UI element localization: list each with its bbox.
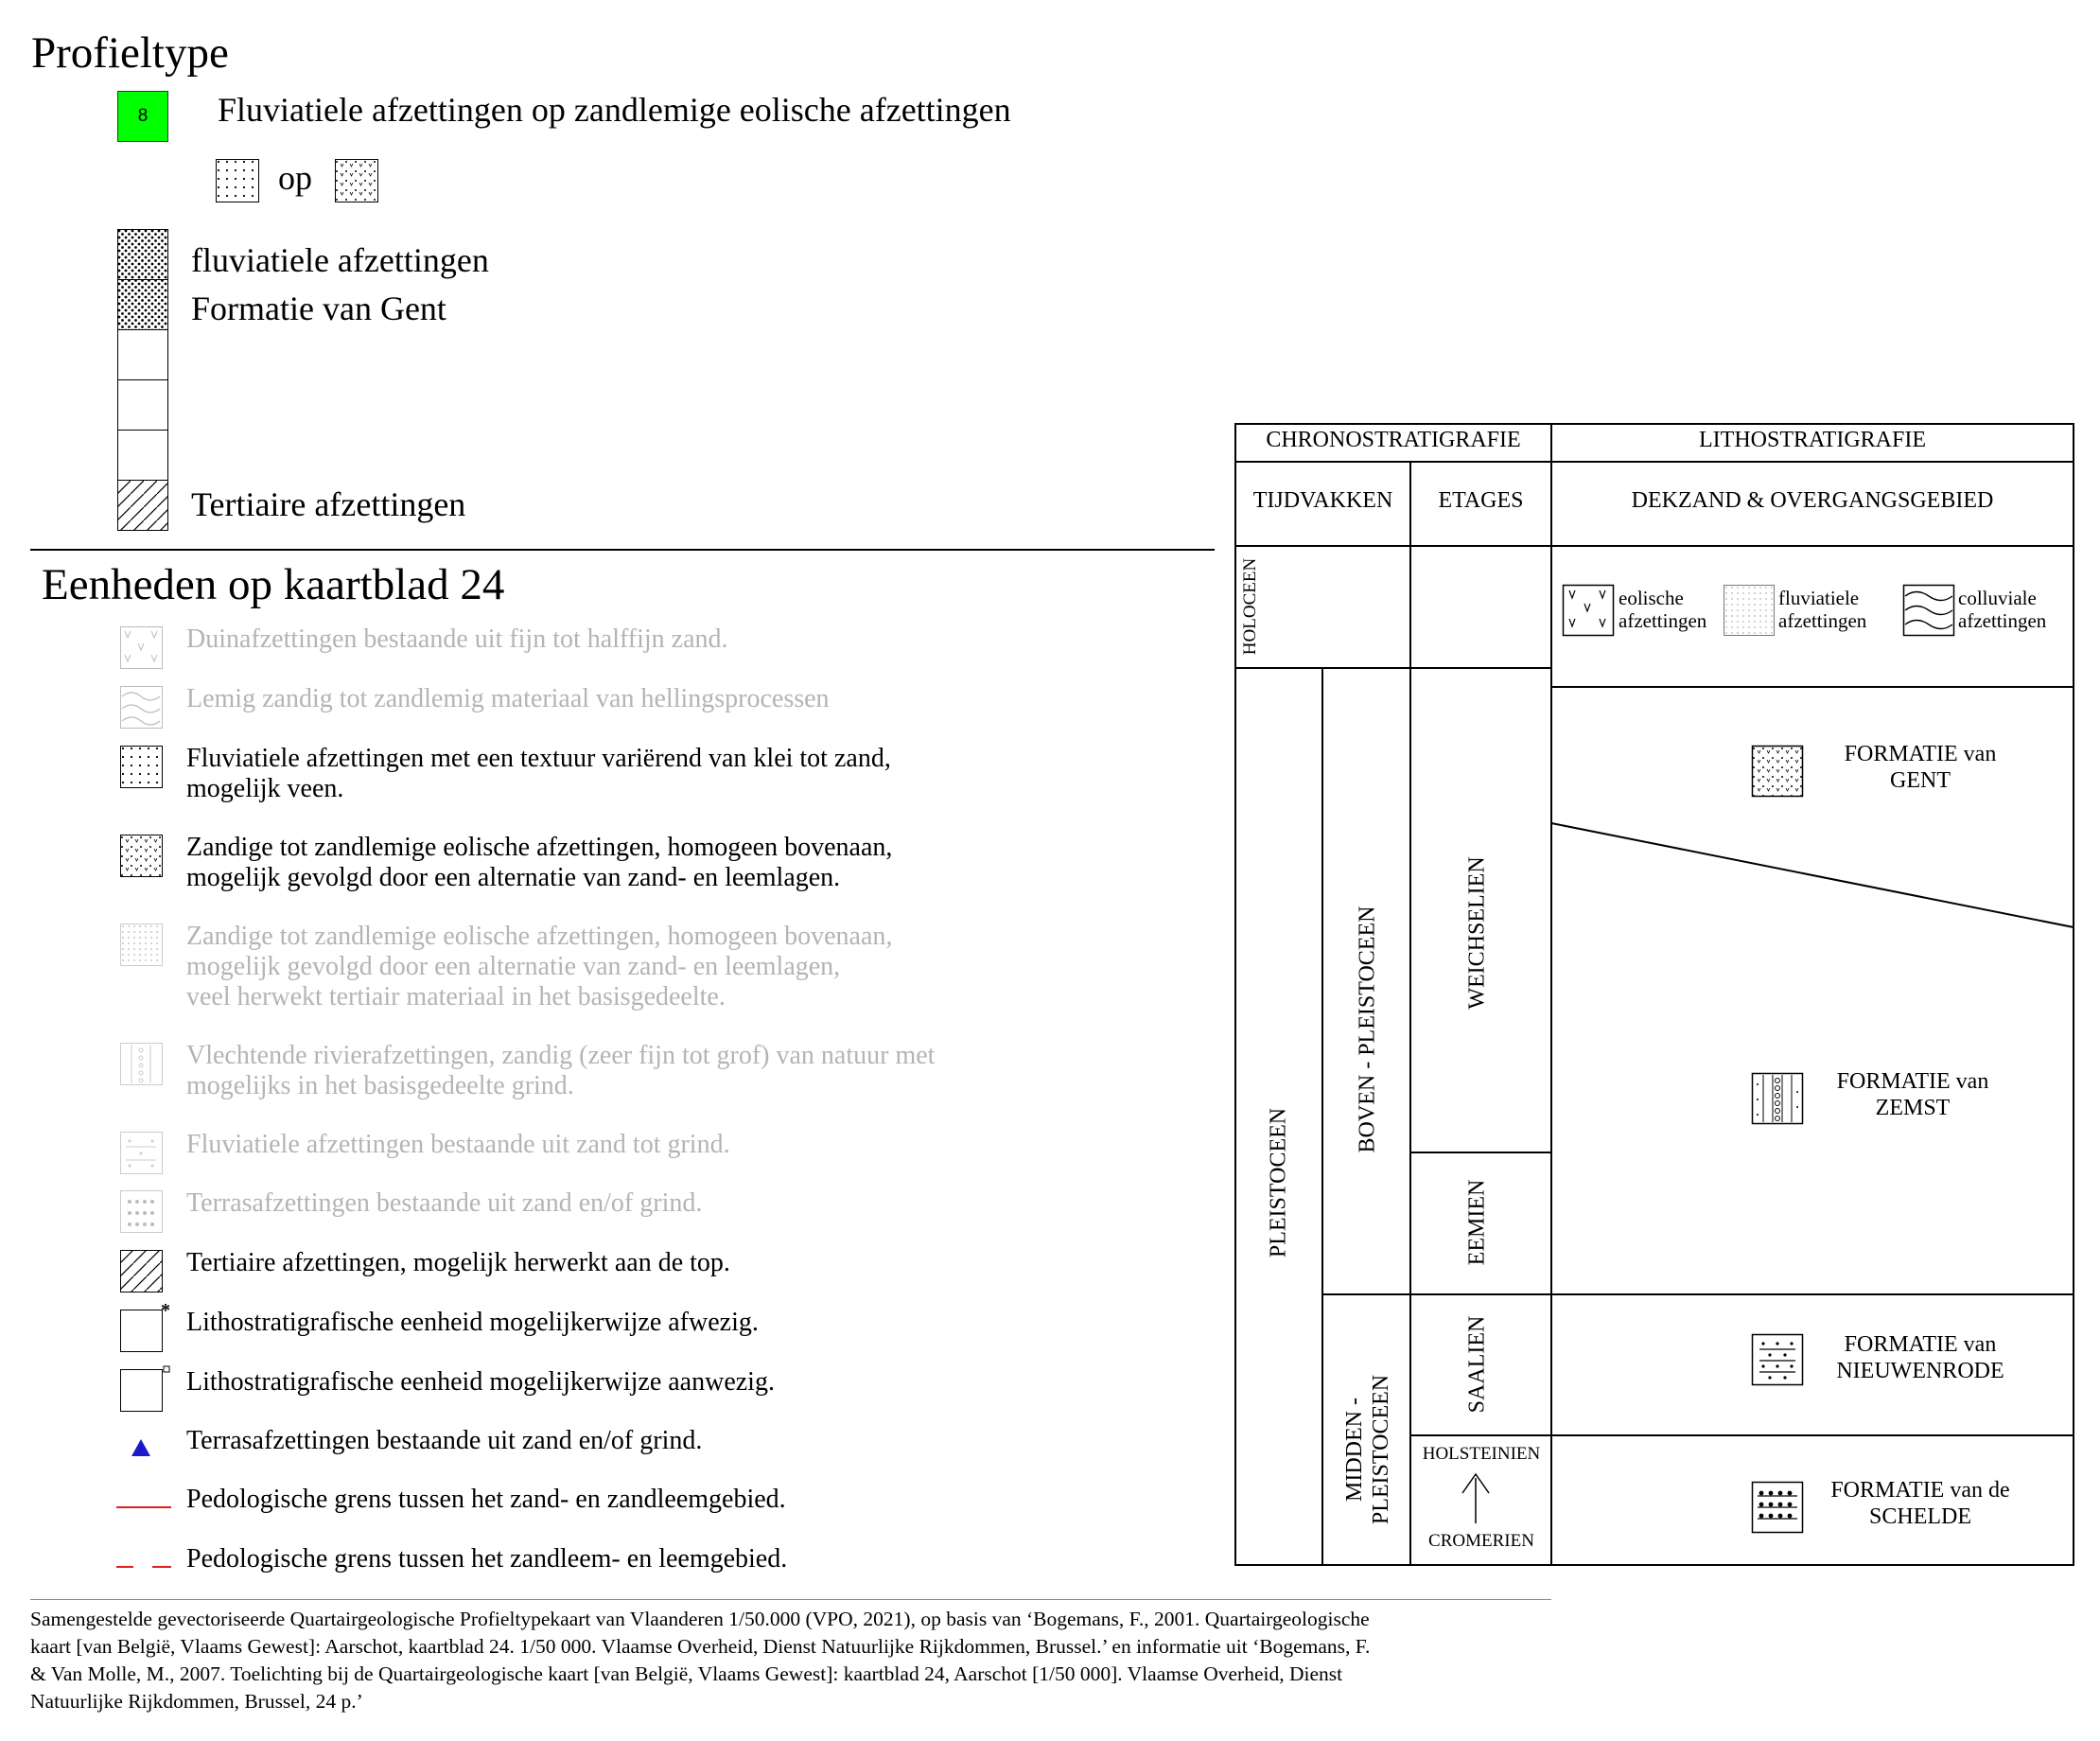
label-line: NIEUWENRODE [1836,1358,2004,1383]
label-line: eolische [1619,587,1684,609]
cromerien-label: CROMERIEN [1428,1531,1534,1551]
etages-header: ETAGES [1438,488,1524,513]
profile-label-tertiair: Tertiaire afzettingen [191,485,466,523]
formation-nieuwenrode-label [1807,1332,2034,1384]
pleistoceen-label: PLEISTOCEEN [1266,1107,1291,1258]
nieuwenrode-pattern-icon [1752,1334,1803,1385]
label-line: GENT [1890,767,1951,793]
legend-line: Zandige tot zandlemige eolische afzettingen, homogeen bovenaan, [186,833,893,862]
eolian-v-icon [1563,585,1614,636]
holoceen-label: HOLOCEEN [1240,557,1260,656]
legend-line: Duinafzettingen bestaande uit fijn tot halffijn zand. [186,624,728,654]
label-line: FORMATIE van de [1830,1478,2010,1503]
legend-line: Lemig zandig tot zandlemig materiaal van hellingsprocessen [186,684,830,713]
saalien-label: SAALIEN [1464,1315,1490,1414]
legend-line: Zandige tot zandlemige eolische afzettingen, homogeen bovenaan, [186,922,893,951]
legend-line: Fluviatiele afzettingen bestaande uit zand tot grind. [186,1130,730,1159]
formation-gent-label [1807,742,2034,794]
label-line: FORMATIE van [1844,1332,1997,1357]
profile-op-label: op [278,159,312,197]
holocene-fluvial-label [1778,587,1866,632]
legend-line: Pedologische grens tussen het zand- en zandleemgebied. [186,1485,786,1514]
fluvial-dots-icon [1724,585,1775,636]
label-line: afzettingen [1958,609,2047,632]
legend-line: Tertiaire afzettingen, mogelijk herwerkt aan de top. [186,1248,730,1277]
chrono-header: CHRONOSTRATIGRAFIE [1266,428,1521,452]
tijdvakken-header: TIJDVAKKEN [1252,488,1393,513]
holocene-eolian-label [1619,587,1706,632]
label-line: afzettingen [1778,609,1867,632]
legend-line: Fluviatiele afzettingen met een textuur variërend van klei tot zand, [186,744,891,773]
legend-line: mogelijk gevolgd door een alternatie van zand- en leemlagen. [186,863,841,892]
profile-title: Profieltype [31,28,229,78]
schelde-pattern-icon [1752,1482,1803,1533]
eemien-label: EEMIEN [1464,1179,1490,1266]
weichselien-label: WEICHSELIEN [1464,856,1490,1010]
boven-pleistoceen-label: BOVEN - PLEISTOCEEN [1355,906,1380,1153]
source-line: kaart [van België, Vlaams Gewest]: Aarschot, kaartblad 24. 1/50 000. Vlaamse Overheid, Dienst Natuurlijke Rijkdommen, Brussel.’ en informatie uit ‘Bogemans, F. [30,1635,1371,1658]
legend-line: veel herwekt tertiair materiaal in het basisgedeelte. [186,982,726,1011]
profile-description: Fluviatiele afzettingen op zandlemige eolische afzettingen [218,91,1011,129]
source-line: Natuurlijke Rijkdommen, Brussel, 24 p.’ [30,1690,363,1713]
legend-line: Pedologische grens tussen het zandleem- en leemgebied. [186,1544,788,1574]
source-line: Samengestelde gevectoriseerde Quartairgeologische Profieltypekaart van Vlaanderen 1/50.000 (VPO, 2021), op basis van ‘Bogemans, F., 2001. Quartairgeologische [30,1608,1370,1630]
profile-type-badge: 8 [117,91,168,142]
legend-line: Lithostratigrafische eenheid mogelijkerwijze aanwezig. [186,1367,775,1397]
legend-line: mogelijks in het basisgedeelte grind. [186,1071,574,1100]
legend-line: Lithostratigrafische eenheid mogelijkerwijze afwezig. [186,1308,759,1337]
absent-marker: * [161,1300,170,1321]
label-line: FORMATIE van [1836,1069,1989,1094]
profile-label-gent: Formatie van Gent [191,290,446,327]
legend-line: mogelijk gevolgd door een alternatie van zand- en leemlagen, [186,952,841,981]
dekzand-header: DEKZAND & OVERGANGSGEBIED [1631,488,1994,513]
label-line: FORMATIE van [1844,742,1997,766]
label-line: colluviale [1958,587,2037,609]
holsteinien-label: HOLSTEINIEN [1422,1444,1541,1464]
source-line: & Van Molle, M., 2007. Toelichting bij de Quartairgeologische kaart [van België, Vlaams Gewest]: kaartblad 24, Aarschot [1/50 000]. Vlaamse Overheid, Dienst [30,1662,1343,1685]
holocene-colluvial-label [1958,587,2046,632]
midden-line: MIDDEN - [1342,1398,1367,1502]
formation-zemst-label [1799,1069,2026,1121]
legend-line: mogelijk veen. [186,774,344,803]
formation-schelde-label [1807,1478,2034,1530]
zemst-pattern-icon [1752,1073,1803,1124]
label-line: fluviatiele [1778,587,1860,609]
midden-line: PLEISTOCEEN [1369,1374,1393,1525]
midden-pleistoceen-label [1341,1375,1394,1524]
gent-pattern-icon [1752,746,1803,797]
profile-label-fluvial: fluviatiele afzettingen [191,241,489,279]
legend-title: Eenheden op kaartblad 24 [42,560,505,609]
label-line: afzettingen [1619,609,1707,632]
litho-header: LITHOSTRATIGRAFIE [1699,428,1926,452]
label-line: SCHELDE [1869,1504,1971,1529]
legend-line: Terrasafzettingen bestaande uit zand en/of grind. [186,1188,703,1218]
label-line: ZEMST [1875,1095,1951,1120]
legend-line: Terrasafzettingen bestaande uit zand en/of grind. [186,1426,703,1455]
legend-line: Vlechtende rivierafzettingen, zandig (zeer fijn tot grof) van natuur met [186,1041,936,1070]
colluvial-wave-icon [1903,585,1954,636]
